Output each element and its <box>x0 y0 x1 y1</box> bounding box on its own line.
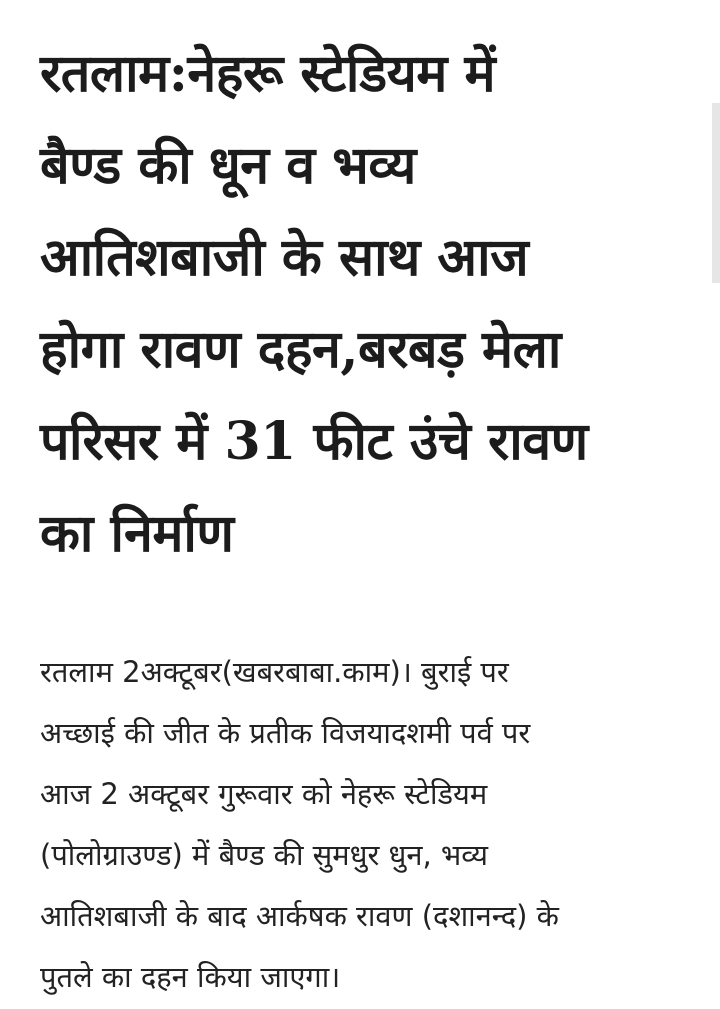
headline-line: आतिशबाजी के साथ आज <box>40 227 529 288</box>
body-line: रतलाम 2अक्टूबर(खबरबाबा.काम)। बुराई पर <box>40 655 509 689</box>
headline-line: बैण्ड की धून व भव्य <box>40 135 416 196</box>
headline-line: होगा रावण दहन,बरबड़ मेला <box>40 319 561 380</box>
scrollbar-thumb[interactable] <box>712 103 720 283</box>
body-line: पुतले का दहन किया जाएगा। <box>40 960 341 994</box>
article-headline <box>40 28 690 580</box>
headline-line: का निर्माण <box>40 503 234 564</box>
article <box>40 28 690 580</box>
headline-line: परिसर में 31 फीट उंचे रावण <box>40 411 588 472</box>
body-line: आज 2 अक्टूबर गुरूवार को नेहरू स्टेडियम <box>40 777 488 811</box>
body-line: आतिशबाजी के बाद आर्कषक रावण (दशानन्द) के <box>40 899 559 933</box>
body-line: अच्छाई की जीत के प्रतीक विजयादशमी पर्व पर <box>40 716 531 750</box>
headline-line: रतलाम:नेहरू स्टेडियम में <box>40 43 496 104</box>
article-body <box>40 642 690 1008</box>
body-line: (पोलोग्राउण्ड) में बैण्ड की सुमधुर धुन, भव्य <box>40 838 489 872</box>
